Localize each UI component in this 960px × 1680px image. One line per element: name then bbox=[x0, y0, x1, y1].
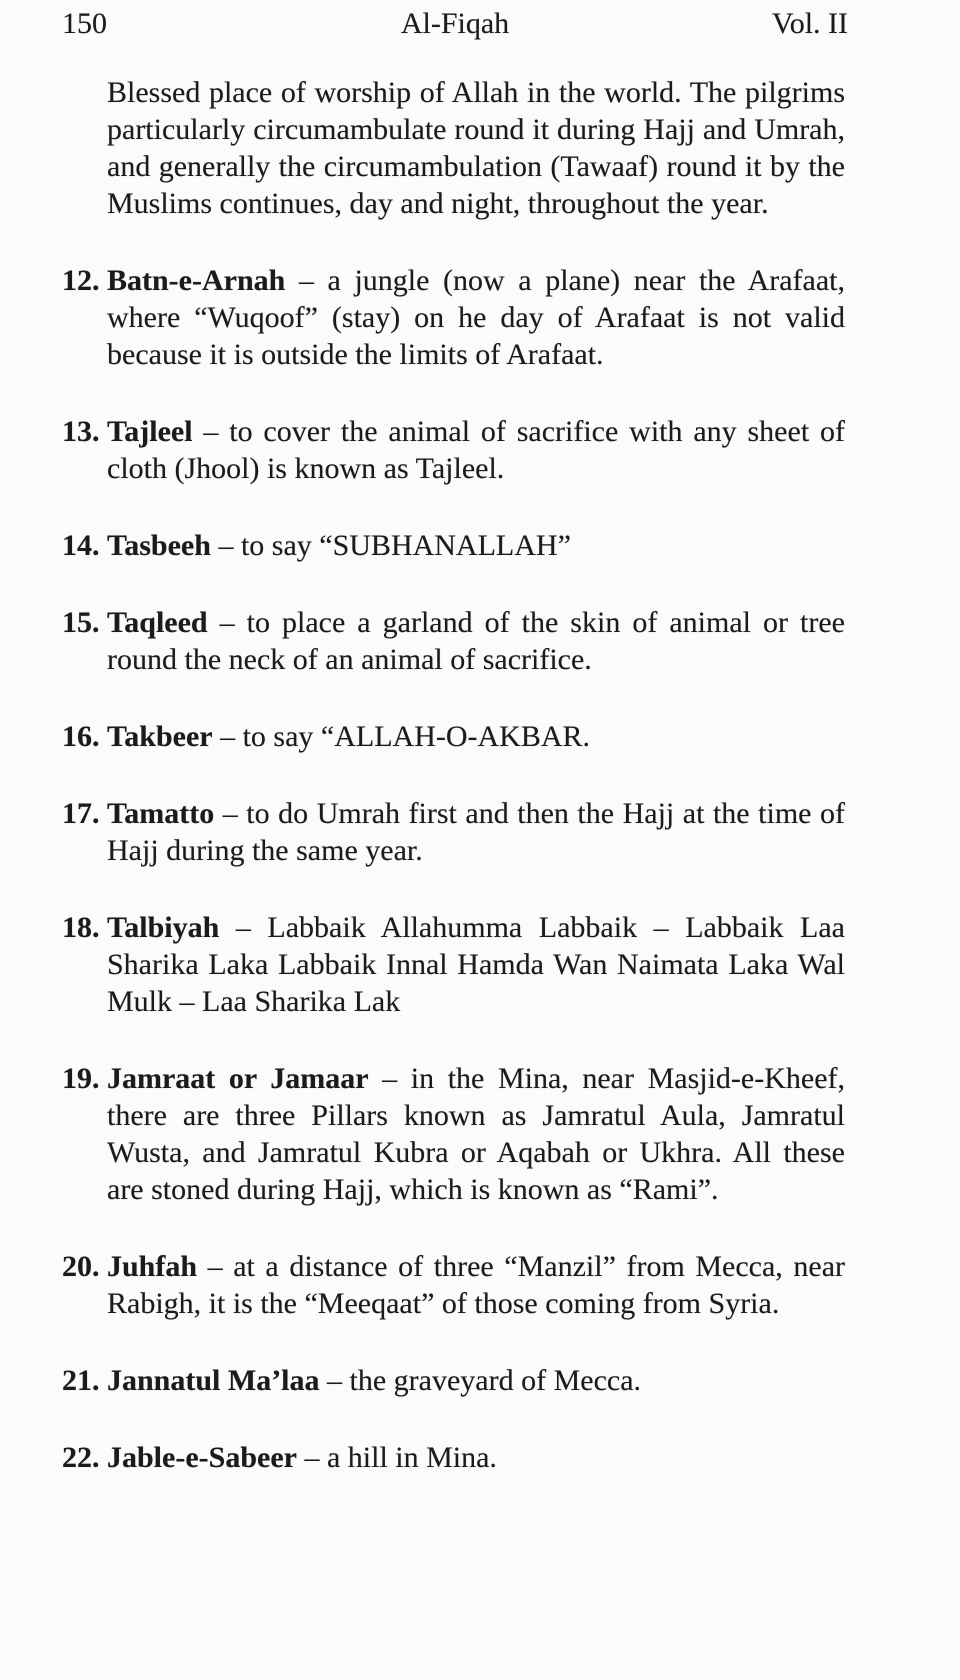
item-number: 21. bbox=[62, 1364, 100, 1397]
item-definition: – a hill in Mina. bbox=[296, 1441, 497, 1474]
book-title: Al-Fiqah bbox=[400, 7, 510, 40]
item-definition: – to say “SUBHANALLAH” bbox=[210, 529, 571, 562]
item-definition: – to say “ALLAH-O-AKBAR. bbox=[212, 720, 591, 753]
intro-paragraph: Blessed place of worship of Allah in the world. The pilgrims particularly circumambulate round it during Hajj and Umrah, and generally the circumambulation (Tawaaf) round it by the Muslims continues, day and night, throughout the year. bbox=[107, 76, 845, 220]
item-definition: – Labbaik Allahumma Labbaik – Labbaik Laa Sharika Laka Labbaik Innal Hamda Wan Naimata Laka Wal Mulk – Laa Sharika Lak bbox=[107, 911, 845, 1018]
item-body bbox=[107, 718, 845, 755]
glossary-item bbox=[62, 1060, 848, 1208]
item-term: Tajleel bbox=[107, 415, 193, 448]
item-number: 19. bbox=[62, 1062, 100, 1095]
item-body bbox=[107, 1060, 845, 1208]
item-body bbox=[107, 1248, 845, 1322]
item-definition: – to cover the animal of sacrifice with any sheet of cloth (Jhool) is known as Tajleel. bbox=[107, 415, 845, 485]
item-number: 13. bbox=[62, 415, 100, 448]
item-body bbox=[107, 1439, 845, 1476]
item-definition: – in the Mina, near Masjid-e-Kheef, there are three Pillars known as Jamratul Aula, Jamratul Wusta, and Jamratul Kubra or Aqabah or Ukhra. All these are stoned during Hajj, which is known as “Rami”. bbox=[107, 1062, 846, 1206]
item-term: Jamraat or Jamaar bbox=[107, 1062, 369, 1095]
item-number: 16. bbox=[62, 720, 100, 753]
glossary-item bbox=[62, 413, 848, 487]
glossary-item bbox=[62, 1362, 848, 1399]
item-body bbox=[107, 527, 845, 564]
item-term: Tasbeeh bbox=[107, 529, 211, 562]
item-term: Batn-e-Arnah bbox=[107, 264, 286, 297]
item-term: Takbeer bbox=[107, 720, 213, 753]
glossary-item bbox=[62, 1439, 848, 1476]
item-number: 18. bbox=[62, 911, 100, 944]
item-term: Taqleed bbox=[107, 606, 208, 639]
item-body bbox=[107, 795, 845, 869]
item-number: 17. bbox=[62, 797, 100, 830]
item-number: 12. bbox=[62, 264, 100, 297]
item-body bbox=[107, 604, 845, 678]
page-number: 150 bbox=[62, 7, 107, 40]
item-body bbox=[107, 262, 845, 373]
glossary-item bbox=[62, 718, 848, 755]
item-definition: – at a distance of three “Manzil” from Mecca, near Rabigh, it is the “Meeqaat” of those coming from Syria. bbox=[107, 1250, 845, 1320]
item-body bbox=[107, 1362, 845, 1399]
item-number: 22. bbox=[62, 1441, 100, 1474]
glossary-item bbox=[62, 527, 848, 564]
item-term: Tamatto bbox=[107, 797, 215, 830]
glossary-item bbox=[62, 604, 848, 678]
item-definition: – to do Umrah first and then the Hajj at the time of Hajj during the same year. bbox=[107, 797, 845, 867]
item-definition: – a jungle (now a plane) near the Arafaat, where “Wuqoof” (stay) on he day of Arafaat is not valid because it is outside the limits of Arafaat. bbox=[107, 264, 845, 371]
item-term: Talbiyah bbox=[107, 911, 220, 944]
glossary-item bbox=[62, 909, 848, 1020]
item-number: 14. bbox=[62, 529, 100, 562]
item-term: Juhfah bbox=[107, 1250, 198, 1283]
item-body bbox=[107, 413, 845, 487]
item-body bbox=[107, 909, 845, 1020]
item-term: Jannatul Ma’laa bbox=[107, 1364, 320, 1397]
item-term: Jable-e-Sabeer bbox=[107, 1441, 297, 1474]
page-header bbox=[62, 6, 848, 42]
glossary-item bbox=[62, 262, 848, 373]
volume-label: Vol. II bbox=[771, 7, 849, 40]
item-definition: – to place a garland of the skin of animal or tree round the neck of an animal of sacrifice. bbox=[107, 606, 845, 676]
item-number: 15. bbox=[62, 606, 100, 639]
glossary-list bbox=[62, 262, 848, 1476]
item-definition: – the graveyard of Mecca. bbox=[319, 1364, 642, 1397]
glossary-item bbox=[62, 795, 848, 869]
glossary-item bbox=[62, 1248, 848, 1322]
item-number: 20. bbox=[62, 1250, 100, 1283]
